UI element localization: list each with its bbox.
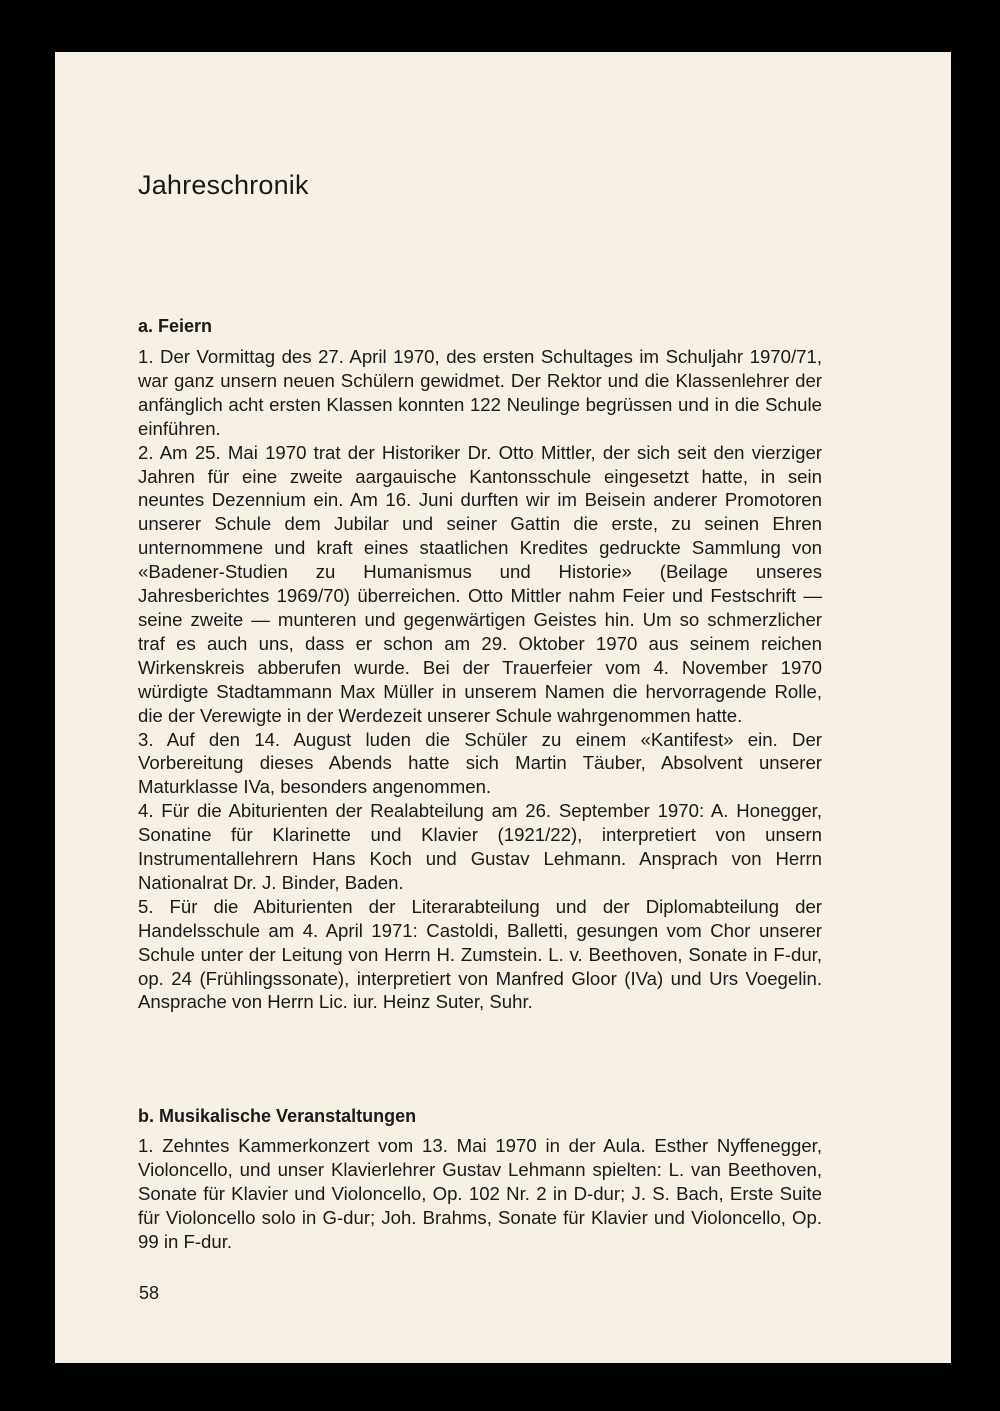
paragraph: 1. Zehntes Kammerkonzert vom 13. Mai 1970 in der Aula. Esther Nyffenegger, Violoncello, und unser Klavierlehrer Gustav Lehmann spielten: L. van Beethoven, Sonate für Klavier und Violoncello, Op. 102 Nr. 2 in D-dur; J. S. Bach, Erste Suite für Violoncello solo in G-dur; Joh. Brahms, Sonate für Klavier und Violoncello, Op. 99 in F-dur. (138, 1135, 822, 1252)
paragraph: 5. Für die Abiturienten der Literarabteilung und der Diplomabteilung der Handelsschule am 4. April 1971: Castoldi, Balletti, gesungen vom Chor unserer Schule unter der Leitung von Herrn H. Zumstein. L. v. Beethoven, Sonate in F-dur, op. 24 (Frühlingssonate), interpretiert von Manfred Gloor (IVa) und Urs Voegelin. Ansprache von Herrn Lic. iur. Heinz Suter, Suhr. (138, 895, 822, 1013)
section-heading-feiern: a. Feiern (138, 316, 213, 336)
document-page (55, 52, 951, 1363)
paragraph: 4. Für die Abiturienten der Realabteilung am 26. September 1970: A. Honegger, Sonatine für Klarinette und Klavier (1921/22), interpretiert von unsern Instrumentallehrern Hans Koch und Gustav Lehmann. Ansprach von Herrn Nationalrat Dr. J. Binder, Baden. (138, 800, 822, 893)
page-number: 58 (139, 1283, 160, 1303)
paragraph: 2. Am 25. Mai 1970 trat der Historiker Dr. Otto Mittler, der sich seit den vierziger Jahren für eine zweite aargauische Kantonsschule eingesetzt hatte, in sein neuntes Dezennium ein. Am 16. Juni durften wir im Beisein anderer Promotoren unserer Schule dem Jubilar und seiner Gattin die erste, zu seinen Ehren unternommene und kraft eines staatlichen Kredites gedruckte Sammlung von «Badener-Studien zu Humanismus und Historie» (Beilage unseres Jahresberichtes 1969/70) überreichen. Otto Mittler nahm Feier und Festschrift — seine zweite — munteren und gegenwärtigen Geistes hin. Um so schmerzlicher traf es auch uns, dass er schon am 29. Oktober 1970 aus seinem reichen Wirkenskreis abberufen wurde. Bei der Trauerfeier vom 4. November 1970 würdigte Stadtammann Max Müller in unserem Namen die hervorragende Rolle, die der Verewigte in der Werdezeit unserer Schule wahrgenommen hatte. (138, 441, 822, 726)
page-title: Jahreschronik (138, 170, 309, 200)
paragraph: 3. Auf den 14. August luden die Schüler zu einem «Kantifest» ein. Der Vorbereitung dieses Abends hatte sich Martin Täuber, Absolvent unserer Maturklasse IVa, besonders angenommen. (138, 728, 822, 798)
section-body-musikalische-veranstaltungen (138, 1134, 822, 1254)
section-heading-musikalische-veranstaltungen: b. Musikalische Veranstaltungen (138, 1106, 417, 1126)
paragraph: 1. Der Vormittag des 27. April 1970, des ersten Schultages im Schuljahr 1970/71, war ganz unsern neuen Schülern gewidmet. Der Rektor und die Klassenlehrer der anfänglich acht ersten Klassen konnten 122 Neulinge begrüssen und in die Schule einführen. (138, 346, 822, 439)
section-body-feiern (138, 345, 822, 1014)
